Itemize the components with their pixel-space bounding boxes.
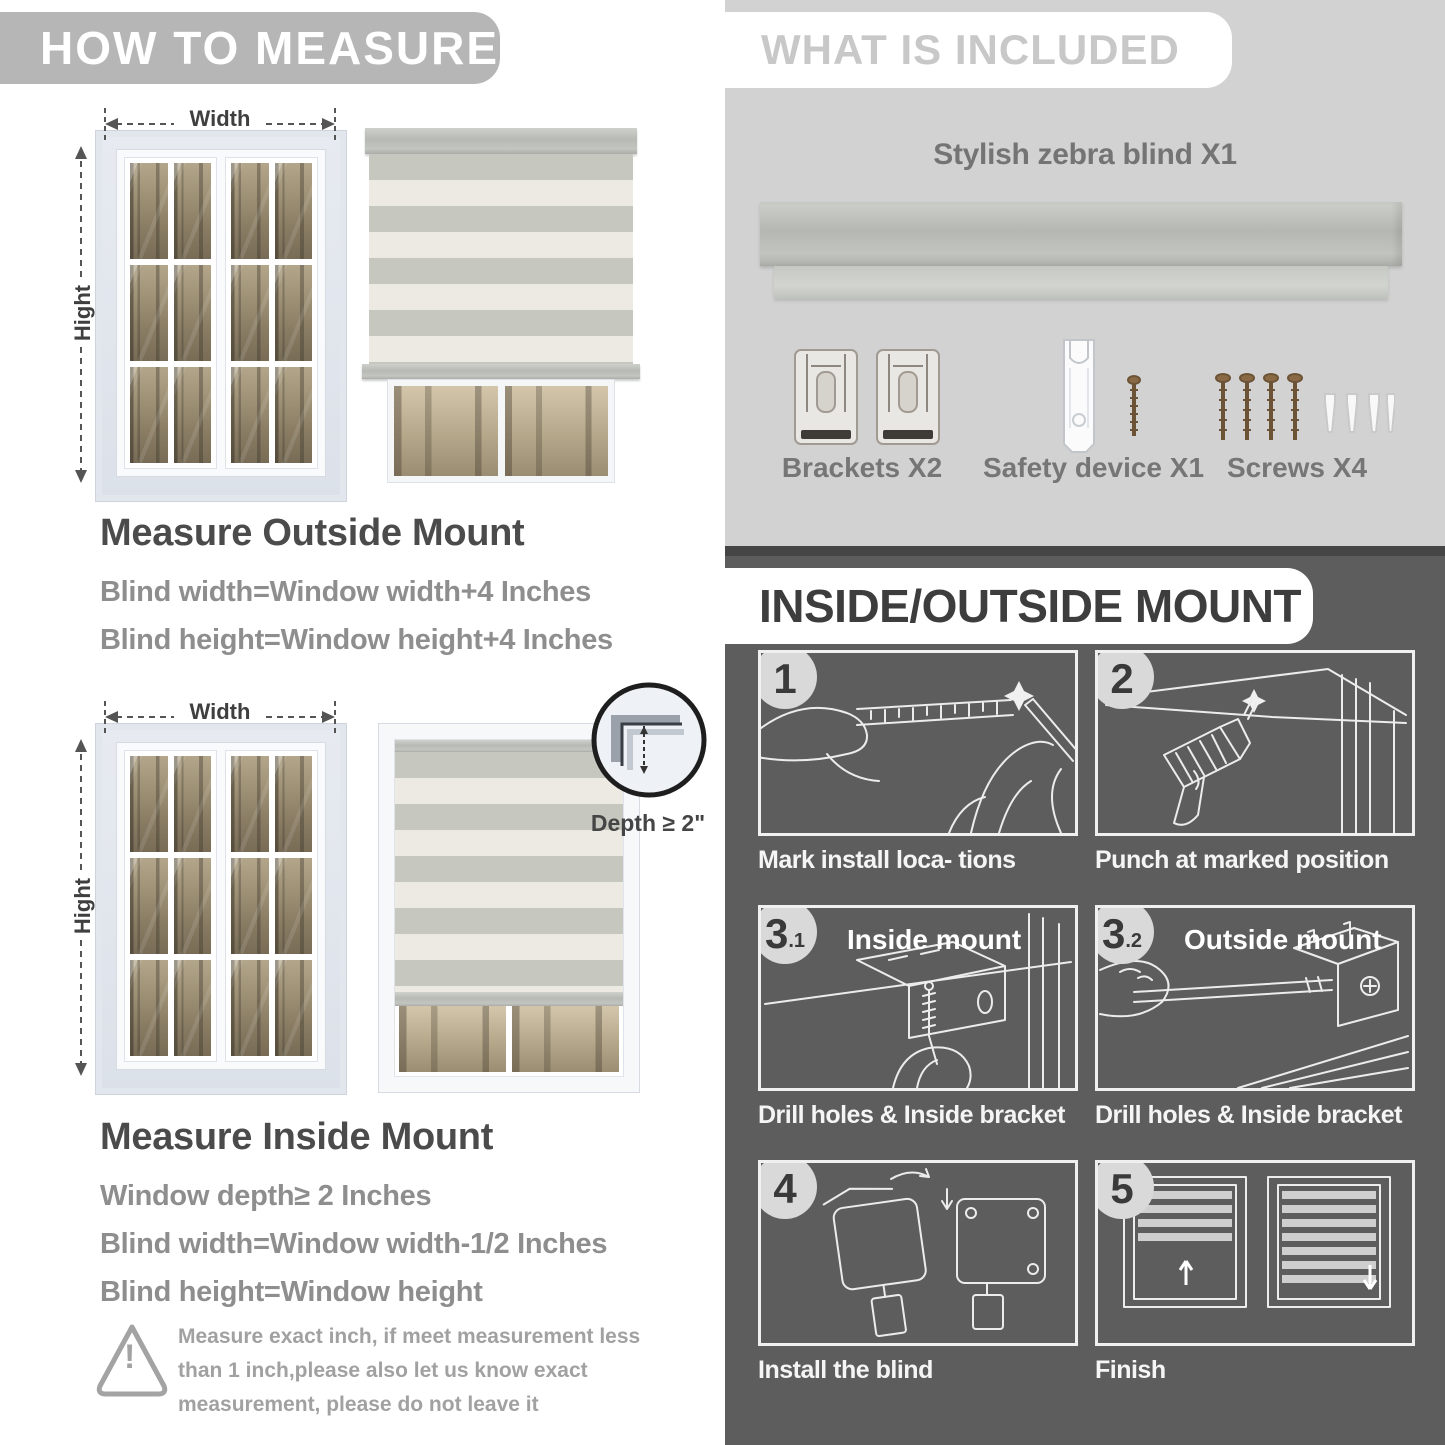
window-frame [116,149,326,477]
blind-fabric-stripes [369,154,633,364]
what-is-included-title: WHAT IS INCLUDED [761,26,1180,73]
section-divider [725,546,1445,556]
step-3-1-inner-title: Inside mount [847,924,1022,955]
step-3-2 [1095,905,1415,1130]
step-5-badge: 5 [1095,1160,1154,1219]
outside-formula-width: Blind width=Window width+4 Inches [100,576,591,608]
step-3-2-badge: 3 .2 [1095,905,1154,964]
window-sash-left [124,157,217,469]
step-2-caption: Punch at marked position [1095,846,1389,874]
outside-formula-height: Blind height=Window height+4 Inches [100,624,613,656]
brackets-label: Brackets X2 [781,452,943,483]
width-label-outside: Width [189,106,251,131]
mount-steps-grid [758,650,1415,1385]
step-3-2-panel [1095,905,1415,1091]
window-illustration-outside-mount [95,130,347,502]
warning-line-2: than 1 inch,please also let us know exact [178,1359,588,1382]
step-3-1-badge: 3 .1 [758,905,817,964]
window-sash-right [225,750,318,1062]
step-3-2-inner-title: Outside mount [1184,924,1382,955]
step-4-badge: 4 [758,1160,817,1219]
headrail-image [760,202,1402,266]
window-frame [116,742,326,1070]
inside-formula-width: Blind width=Window width-1/2 Inches [100,1228,608,1260]
step-3-2-caption: Drill holes & Inside bracket [1095,1101,1402,1129]
height-label-outside: Hight [70,284,95,342]
step-5-panel [1095,1160,1415,1346]
safety-device-image [1050,334,1160,456]
width-label-inside: Width [189,699,251,724]
depth-note: Depth ≥ 2" [590,810,706,836]
window-below-blind [387,379,615,483]
step-3-1-caption: Drill holes & Inside bracket [758,1101,1065,1129]
warning-line-1: Measure exact inch, if meet measurement less [178,1325,641,1348]
window-sash-right [225,157,318,469]
step-4-caption: Install the blind [758,1356,933,1384]
step-1-badge: 1 [758,650,817,709]
headrail-lower-tier [774,266,1388,299]
safety-device-label: Safety device X1 [983,452,1205,483]
step-2-badge: 2 [1095,650,1154,709]
step-3-1-panel [758,905,1078,1091]
blind-bottom-rail [395,992,623,1006]
step-4 [758,1160,1078,1385]
blind-cassette [365,128,637,154]
step-1-caption: Mark install loca- tions [758,846,1016,874]
outside-mount-title: Measure Outside Mount [100,512,525,554]
what-is-included-header [725,12,1232,88]
step-2-panel [1095,650,1415,836]
height-label-inside: Hight [70,877,95,935]
warning-exclamation: ! [124,1338,136,1376]
depth-magnifier-icon [584,678,714,808]
window-below-blind [399,1006,619,1072]
screws-label: Screws X4 [1226,452,1368,483]
step-2 [1095,650,1415,875]
warning-line-3: measurement, please do not leave it [178,1393,539,1416]
what-is-included-panel [725,0,1445,546]
step-3-1 [758,905,1078,1130]
step-4-panel [758,1160,1078,1346]
zebra-blind-illustration [365,128,637,493]
step-1-panel [758,650,1078,836]
step-5-caption: Finish [1095,1356,1166,1384]
product-label: Stylish zebra blind X1 [933,138,1237,171]
inside-formula-depth: Window depth≥ 2 Inches [100,1180,432,1212]
step-1 [758,650,1078,875]
warning-text [178,1320,640,1422]
mount-title: INSIDE/OUTSIDE MOUNT [759,580,1302,632]
brackets-image [789,342,949,452]
blind-bottom-rail [362,364,640,379]
screws-image [1213,370,1395,446]
window-sash-left [124,750,217,1062]
mount-steps-panel [725,556,1445,1445]
how-to-measure-title: HOW TO MEASURE [40,22,500,74]
window-illustration-inside-mount [95,723,347,1095]
step-5 [1095,1160,1415,1385]
mount-header [725,568,1313,644]
inside-formula-height: Blind height=Window height [100,1276,483,1308]
how-to-measure-header [0,12,500,84]
inside-mount-title: Measure Inside Mount [100,1116,494,1158]
